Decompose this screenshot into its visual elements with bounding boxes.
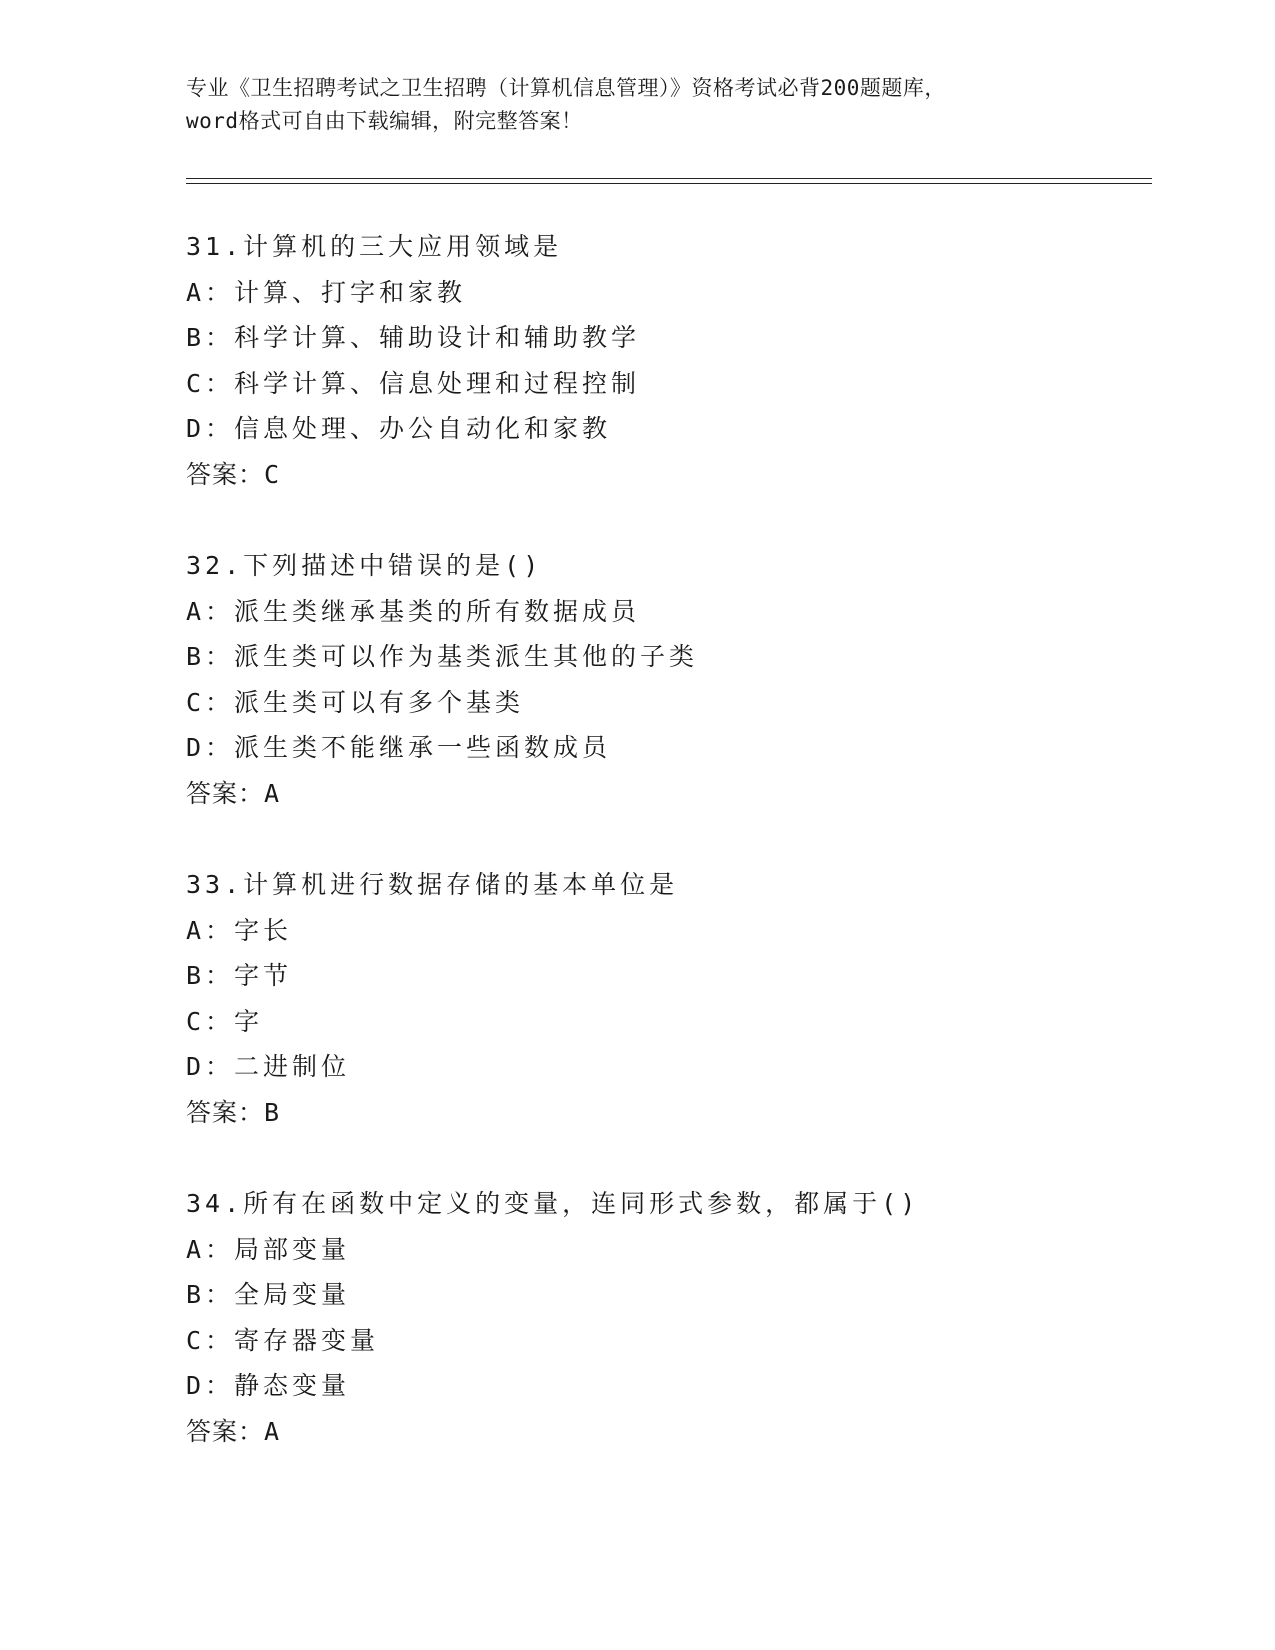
option-a: A：计算、打字和家教 — [186, 277, 467, 307]
option-c: C：寄存器变量 — [186, 1325, 380, 1355]
question-33 — [186, 862, 1146, 1135]
document-header — [186, 72, 1086, 138]
option-d: D：信息处理、办公自动化和家教 — [186, 414, 612, 443]
header-divider-top — [186, 178, 1152, 179]
question-31 — [186, 224, 1146, 497]
header-title-line: 专业《卫生招聘考试之卫生招聘（计算机信息管理）》资格考试必背200题题库， — [186, 76, 946, 100]
answer-line: 答案：A — [186, 778, 281, 808]
answer-line: 答案：C — [186, 459, 281, 489]
answer-line: 答案：B — [186, 1097, 281, 1127]
question-34 — [186, 1181, 1146, 1454]
question-stem: 34.所有在函数中定义的变量，连同形式参数，都属于() — [186, 1189, 920, 1218]
answer-line: 答案：A — [186, 1416, 281, 1446]
option-a: A：派生类继承基类的所有数据成员 — [186, 596, 641, 626]
option-b: B：字节 — [186, 961, 293, 990]
option-c: C：字 — [186, 1006, 264, 1036]
question-stem: 33.计算机进行数据存储的基本单位是 — [186, 870, 679, 899]
option-b: B：科学计算、辅助设计和辅助教学 — [186, 323, 641, 352]
option-a: A：局部变量 — [186, 1234, 351, 1264]
question-32 — [186, 543, 1146, 816]
question-stem: 32.下列描述中错误的是() — [186, 551, 543, 580]
option-a: A：字长 — [186, 915, 293, 945]
option-c: C：派生类可以有多个基类 — [186, 687, 525, 717]
option-b: B：派生类可以作为基类派生其他的子类 — [186, 642, 699, 671]
option-b: B：全局变量 — [186, 1280, 351, 1309]
option-c: C：科学计算、信息处理和过程控制 — [186, 368, 641, 398]
option-d: D：派生类不能继承一些函数成员 — [186, 733, 612, 762]
option-d: D：二进制位 — [186, 1052, 351, 1081]
header-divider-bottom — [186, 183, 1152, 184]
question-stem: 31.计算机的三大应用领域是 — [186, 232, 563, 261]
header-subtitle-line: word格式可自由下载编辑，附完整答案！ — [186, 109, 583, 133]
option-d: D：静态变量 — [186, 1371, 351, 1400]
